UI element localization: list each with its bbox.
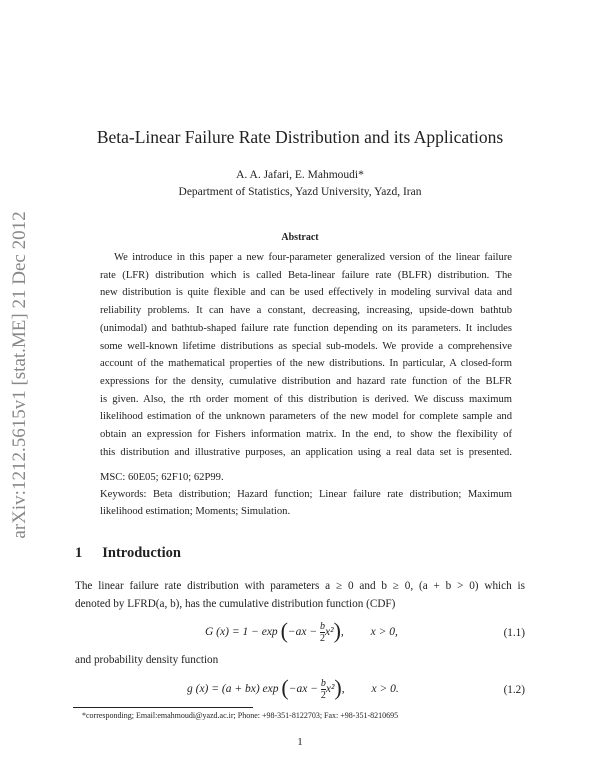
- abstract-heading: Abstract: [281, 232, 319, 243]
- section-number: 1: [75, 545, 83, 561]
- eq-arg: x²: [325, 626, 334, 638]
- authors: A. A. Jafari, E. Mahmoudi*: [236, 169, 364, 181]
- keywords-line: likelihood estimation; Moments; Simulation.: [100, 506, 291, 517]
- frac-num: b: [320, 677, 326, 689]
- keywords-line: Keywords: Beta distribution; Hazard function; Linear failure rate distribution; Maximum: [100, 489, 512, 500]
- eq-arg: x²: [325, 683, 335, 695]
- section-heading: [75, 545, 181, 562]
- abstract-line: some well-known lifetime distributions as special sub-models. We provide a comprehensive: [100, 340, 512, 352]
- paper-title: Beta-Linear Failure Rate Distribution and its Applications: [96, 127, 504, 147]
- equation-1-2: g (x) = (a + bx) exp (−ax − $\frac{b}{2}$ x²), x > 0.: [187, 675, 399, 701]
- abstract-line: this distribution and illustrative purposes, an application using a real data set is presented.: [100, 446, 512, 458]
- equation-label: (1.2): [503, 684, 525, 696]
- body-text: and probability density function: [75, 654, 219, 666]
- footnote: *corresponding; Email:emahmoudi@yazd.ac.ir; Phone: +98-351-8122703; Fax: +98-351-8210695: [82, 711, 399, 720]
- equation-1-1: G (x) = 1 − exp (−ax − $\frac{b}{2}$ x²), x > 0,: [205, 618, 398, 644]
- abstract-line: likelihood estimation of the unknown parameters of the new model for complete sample and: [100, 411, 512, 423]
- abstract-line: expressions for the density, cumulative distribution and hazard rate function of the BLFR: [100, 375, 512, 387]
- abstract-line: new distribution is quite flexible and can be used effectively in modeling survival data and: [100, 287, 512, 299]
- eq-condition: x > 0.: [371, 683, 399, 695]
- abstract-line: account of the mathematical properties of the new distributions. In particular, A closed-form: [100, 358, 512, 370]
- frac-den: 2: [320, 632, 326, 644]
- intro-line: denoted by LFRD(a, b), has the cumulative distribution function (CDF): [75, 598, 396, 610]
- eq-lhs: G (x) = 1 − exp: [205, 626, 278, 638]
- affiliation: Department of Statistics, Yazd University, Yazd, Iran: [178, 186, 422, 198]
- eq-condition: x > 0,: [370, 626, 398, 638]
- abstract-line: is given. Also, the rth order moment of this distribution is derived. We discuss maximum: [100, 393, 512, 405]
- abstract-line: reliability problems. It can have a constant, decreasing, increasing, upside-down bathtub: [100, 305, 512, 317]
- page-number: 1: [297, 736, 303, 748]
- abstract-line: obtain an expression for Fishers information matrix. In the end, to show the flexibility of: [100, 429, 512, 440]
- msc-codes: MSC: 60E05; 62F10; 62P99.: [100, 472, 224, 483]
- section-title: Introduction: [102, 545, 181, 561]
- frac-den: 2: [320, 689, 326, 701]
- frac-num: b: [320, 620, 326, 632]
- abstract-line: (unimodal) and bathtub-shaped failure rate function depending on its parameters. It includes: [100, 322, 512, 334]
- equation-label: (1.1): [503, 627, 525, 639]
- abstract-line: We introduce in this paper a new four-parameter generalized version of the linear failure: [114, 252, 512, 263]
- eq-arg: −ax −: [288, 683, 318, 695]
- intro-line: The linear failure rate distribution with parameters a ≥ 0 and b ≥ 0, (a + b > 0) which is: [75, 580, 525, 592]
- eq-lhs: g (x) = (a + bx) exp: [187, 683, 279, 695]
- eq-arg: −ax −: [287, 626, 318, 638]
- footnote-rule: [73, 707, 253, 708]
- abstract-line: rate (LFR) distribution which is called Beta-linear failure rate (BLFR) distribution. The: [100, 269, 512, 281]
- arxiv-identifier: arXiv:1212.5615v1 [stat.ME] 21 Dec 2012: [9, 211, 30, 539]
